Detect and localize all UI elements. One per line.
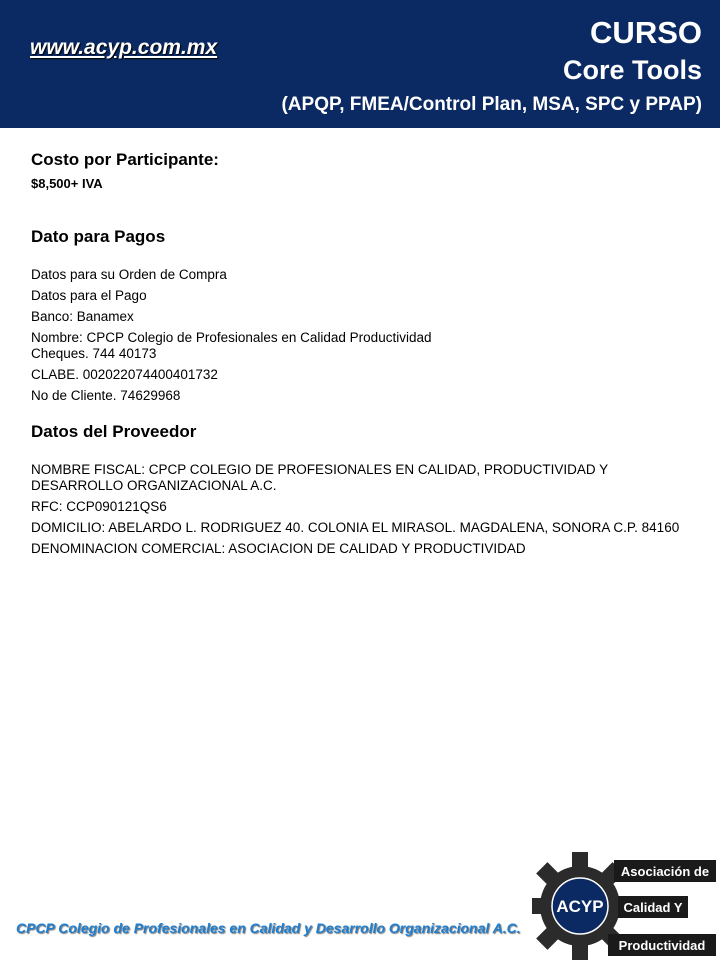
title-core-tools: Core Tools [562, 55, 702, 85]
logo-text-line1: Asociación de [620, 864, 710, 879]
payment-line: No de Cliente. 74629968 [31, 388, 181, 403]
cost-heading: Costo por Participante: [31, 150, 219, 169]
logo-text-line2: Calidad Y [623, 900, 683, 915]
provider-line: NOMBRE FISCAL: CPCP COLEGIO DE PROFESIONALES EN CALIDAD, PRODUCTIVIDAD Y DESARROLLO ORGANIZACIONAL A.C. [31, 462, 608, 493]
provider-lines [31, 462, 701, 557]
logo-text-line3: Productividad [618, 938, 706, 953]
payment-line: Nombre: CPCP Colegio de Profesionales en Calidad Productividad [31, 330, 432, 345]
provider-line: DOMICILIO: ABELARDO L. RODRIGUEZ 40. COLONIA EL MIRASOL. MAGDALENA, SONORA C.P. 84160 [31, 520, 680, 535]
acyp-logo [532, 844, 720, 960]
payment-line: Datos para el Pago [31, 288, 147, 303]
payment-section [31, 227, 701, 404]
cost-price: $8,500+ IVA [31, 176, 103, 191]
provider-line: DENOMINACION COMERCIAL: ASOCIACION DE CALIDAD Y PRODUCTIVIDAD [31, 541, 526, 556]
course-title [281, 14, 702, 122]
header-banner [0, 0, 720, 128]
logo-acronym: ACYP [556, 897, 604, 916]
payment-line: CLABE. 002022074400401732 [31, 367, 218, 382]
main-content [31, 150, 701, 562]
website-link[interactable]: www.acyp.com.mx [30, 36, 218, 59]
payment-line: Banco: Banamex [31, 309, 134, 324]
payment-line: Cheques. 744 40173 [31, 346, 157, 361]
title-curso: CURSO [590, 15, 702, 50]
provider-heading: Datos del Proveedor [31, 422, 197, 441]
provider-line: RFC: CCP090121QS6 [31, 499, 167, 514]
provider-section [31, 422, 701, 557]
payment-lines [31, 267, 701, 404]
title-subtitle: (APQP, FMEA/Control Plan, MSA, SPC y PPAP) [281, 94, 702, 115]
payment-heading: Dato para Pagos [31, 227, 166, 246]
footer-org-text: CPCP Colegio de Profesionales en Calidad y Desarrollo Organizacional A.C. [16, 920, 521, 936]
cost-section [31, 150, 701, 191]
payment-line: Datos para su Orden de Compra [31, 267, 227, 282]
